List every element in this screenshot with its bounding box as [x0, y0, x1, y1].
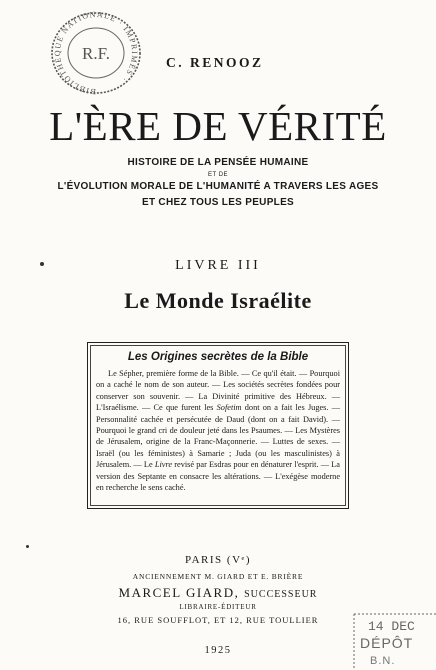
publisher-previously: ANCIENNEMENT M. GIARD ET E. BRIÈRE: [132, 572, 304, 581]
contents-italic-sofetim: Sofetim: [216, 403, 242, 413]
depot-stamp-line-2: DÉPÔT: [360, 635, 414, 651]
library-stamp: [38, 5, 154, 99]
publisher-city: PARIS (Vᵉ): [184, 554, 251, 566]
publisher-address: 16, RUE SOUFFLOT, ET 12, RUE TOULLIER: [117, 615, 319, 625]
contents-text-part-1: Le Sépher, première forme de la Bible. — Ce qu'il était. — Pourquoi on a caché le nom de son auteur. — Les sociétés secrètes fondées pour conserver son souvenir. — La Divinité primitive des Hébreux. — L'Israélisme. — Ce que furent les: [96, 369, 340, 413]
publisher-name-line: [0, 585, 436, 601]
book-main-title: L'ÈRE DE VÉRITÉ: [49, 103, 387, 149]
scan-speck: [26, 545, 29, 548]
author-name: C. RENOOZ: [166, 55, 264, 70]
contents-text: [96, 368, 340, 493]
contents-text-part-3: revisé par Esdras pour en dénaturer l'esprit. — La version des Septante en consacre les altérations. — L'exégèse moderne en recherche le sens caché.: [96, 460, 340, 493]
subtitle-line-4: ET CHEZ TOUS LES PEUPLES: [141, 197, 295, 208]
subtitle-line-3: L'ÉVOLUTION MORALE DE L'HUMANITÉ A TRAVERS LES AGES: [57, 181, 379, 192]
depot-legal-stamp: [348, 610, 436, 670]
publisher-role: LIBRAIRE-ÉDITEUR: [179, 603, 257, 611]
publisher-name: MARCEL GIARD,: [118, 585, 240, 600]
publisher-successor: SUCCESSEUR: [244, 589, 318, 600]
contents-heading: Les Origines secrètes de la Bible: [127, 351, 309, 363]
publication-year: 1925: [204, 645, 232, 656]
stamp-monogram: R.F.: [82, 44, 110, 63]
scan-speck: [40, 262, 44, 266]
subtitle-line-1: HISTOIRE DE LA PENSÉE HUMAINE: [127, 157, 309, 168]
contents-text-part-2: dont on a fait les Juges. — Personnalité cachée et persécutée de Daud (dont on a fait David). — Pourquoi le grand cri de douleur jeté dans les Psaumes. — Les Mystères de Jérusalem, origine de la Franc-Maçonnerie. — Luttes de sexes. — Israël (ou les féministes) à Samarie ; Juda (ou les masculinistes) à Jérusalem. — Le: [96, 403, 340, 470]
contents-italic-livre: Livre: [154, 460, 173, 470]
book-title: Le Monde Israélite: [124, 288, 312, 313]
book-number: LIVRE III: [175, 258, 261, 273]
depot-stamp-line-1: 14 DEC: [368, 619, 415, 634]
stamp-ring-text: BIBLIOTHÈQUE NATIONALE · IMPRIMÉS ·: [53, 9, 140, 97]
subtitle-line-2: ET DE: [207, 172, 229, 178]
depot-stamp-line-3: B.N.: [370, 655, 396, 667]
contents-box: [87, 342, 349, 509]
